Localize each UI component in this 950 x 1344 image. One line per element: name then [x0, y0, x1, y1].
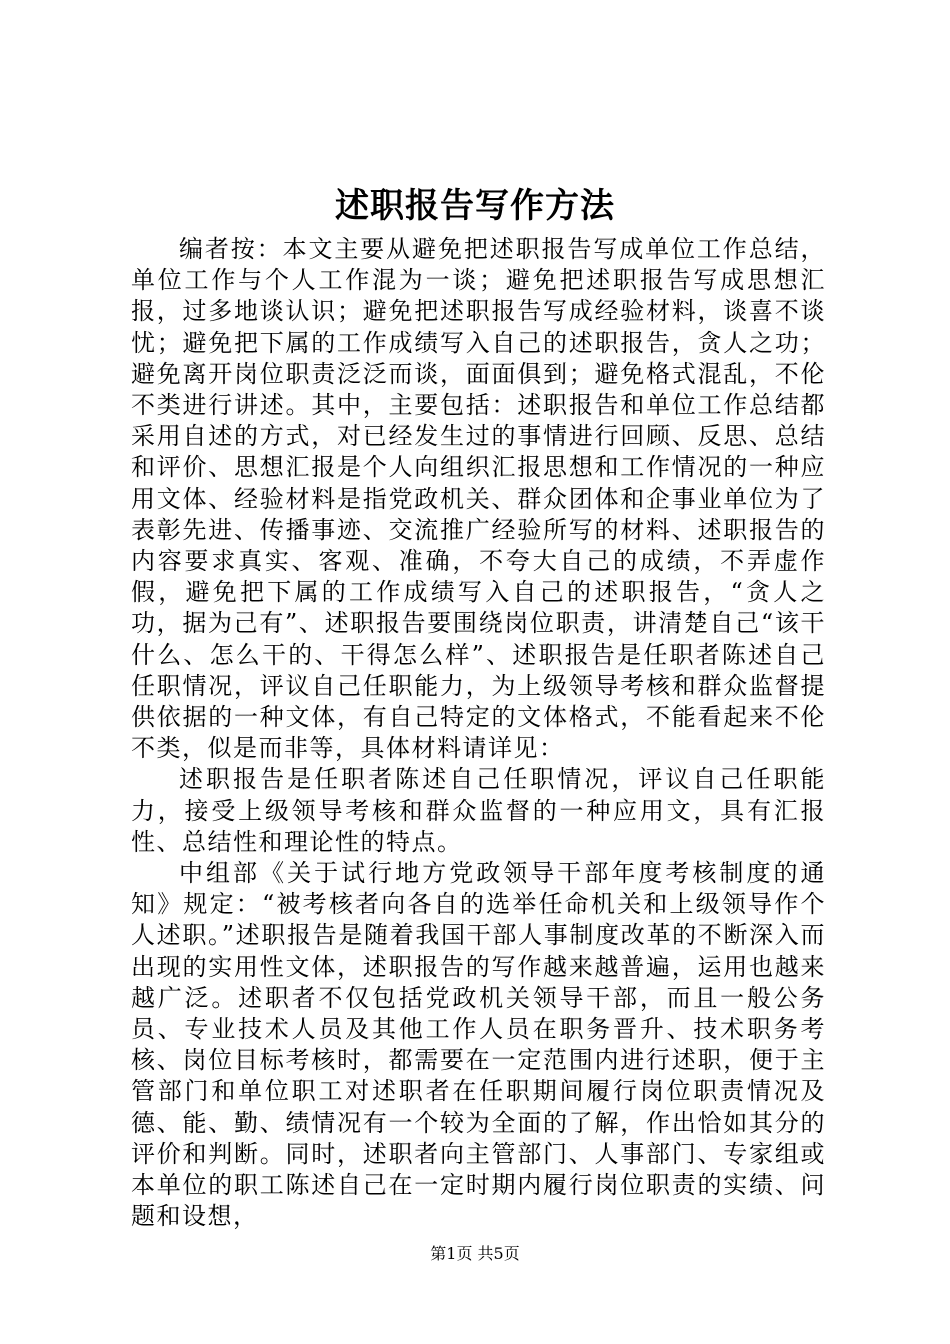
paragraph-regulation: 中组部《关于试行地方党政领导干部年度考核制度的通知》规定：“被考核者向各自的选举任命机关和上级领导作个人述职。”述职报告是随着我国干部人事制度改革的不断深入而出现的实用性文体，述职报告的写作越来越普遍，运用也越来越广泛。述职者不仅包括党政机关领导干部，而且一般公务员、专业技术人员及其他工作人员在职务晋升、技术职务考核、岗位目标考核时，都需要在一定范围内进行述职，便于主管部门和单位职工对述职者在任职期间履行岗位职责情况及德、能、勤、绩情况有一个较为全面的了解，作出恰如其分的评价和判断。同时，述职者向主管部门、人事部门、专家组或本单位的职工陈述自己在一定时期内履行岗位职责的实绩、问题和设想，: [131, 859, 826, 1231]
paragraph-definition: 述职报告是任职者陈述自己任职情况，评议自己任职能力，接受上级领导考核和群众监督的一种应用文，具有汇报性、总结性和理论性的特点。: [131, 765, 826, 856]
page-footer: 第1页 共5页: [430, 1244, 520, 1263]
paragraph-editor-note: 编者按：本文主要从避免把述职报告写成单位工作总结，单位工作与个人工作混为一谈；避免把述职报告写成思想汇报，过多地谈认识；避免把述职报告写成经验材料，谈喜不谈忧；避免把下属的工作成绩写入自己的述职报告，贪人之功；避免离开岗位职责泛泛而谈，面面俱到；避免格式混乱，不伦不类进行讲述。其中，主要包括：述职报告和单位工作总结都采用自述的方式，对已经发生过的事情进行回顾、反思、总结和评价、思想汇报是个人向组织汇报思想和工作情况的一种应用文体、经验材料是指党政机关、群众团体和企事业单位为了表彰先进、传播事迹、交流推广经验所写的材料、述职报告的内容要求真实、客观、准确，不夸大自己的成绩，不弄虚作假，避免把下属的工作成绩写入自己的述职报告，“贪人之功，据为己有”、述职报告要围绕岗位职责，讲清楚自己“该干什么、怎么干的、干得怎么样”、述职报告是任职者陈述自己任职情况，评议自己任职能力，为上级领导考核和群众监督提供依据的一种文体，有自己特定的文体格式，不能看起来不伦不类，似是而非等，具体材料请详见：: [131, 235, 826, 763]
document-body: [131, 234, 826, 1233]
document-title: 述职报告写作方法: [335, 186, 615, 226]
